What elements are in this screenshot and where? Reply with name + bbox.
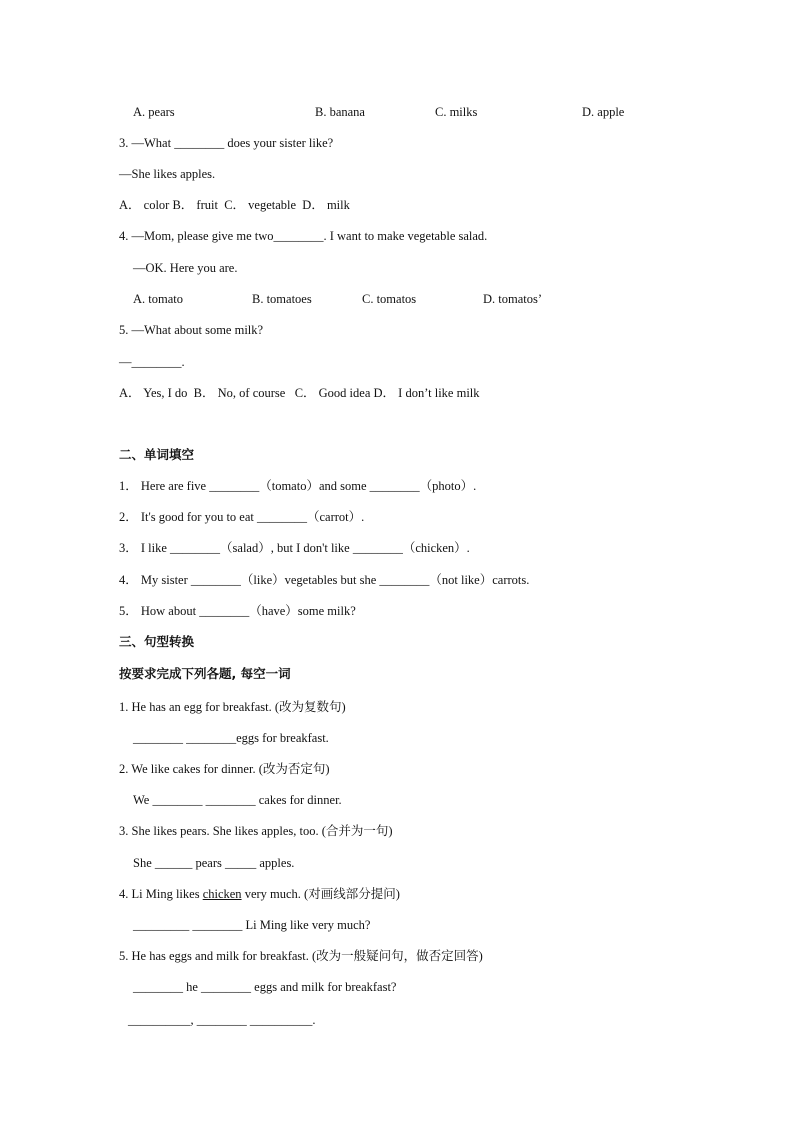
s3-q3-blank: She ______ pears _____ apples. (133, 856, 295, 870)
s3-q4-stem-pre: 4. Li Ming likes (119, 887, 203, 901)
s3-q5-blank-1: ________ he ________ eggs and milk for breakfast? (133, 980, 397, 994)
q5-answer: —________. (119, 355, 185, 369)
section3-heading: 三、句型转换 (119, 634, 195, 649)
q4-option-b: B. tomatoes (252, 292, 312, 306)
s3-q2-stem: 2. We like cakes for dinner. (改为否定句) (119, 762, 330, 776)
q2-option-b: B. banana (315, 105, 365, 119)
s3-q1-blank: ________ ________eggs for breakfast. (133, 731, 329, 745)
s3-q4-blank: _________ ________ Li Ming like very much? (133, 918, 371, 932)
q2-option-c: C. milks (435, 105, 478, 119)
q2-option-a: A. pears (133, 105, 175, 119)
section2-item-3: 3． I like ________（salad）, but I don't like ________（chicken）. (119, 541, 470, 555)
s3-q5-blank-2: __________, ________ __________. (128, 1013, 316, 1027)
s3-q2-blank: We ________ ________ cakes for dinner. (133, 793, 342, 807)
section2-item-5: 5． How about ________（have）some milk? (119, 604, 356, 618)
q5-stem: 5. —What about some milk? (119, 323, 264, 337)
section2-item-1: 1． Here are five ________（tomato）and some ________（photo）. (119, 479, 477, 493)
q4-option-a: A. tomato (133, 292, 183, 306)
s3-q5-stem: 5. He has eggs and milk for breakfast. (改为一般疑问句，做否定回答) (119, 949, 483, 963)
section2-item-4: 4． My sister ________（like）vegetables but she ________（not like）carrots. (119, 573, 530, 587)
s3-q4-stem-post: very much. (对画线部分提问) (241, 887, 400, 901)
section2-heading: 二、单词填空 (119, 447, 195, 462)
q4-stem: 4. —Mom, please give me two________. I want to make vegetable salad. (119, 229, 488, 243)
q4-answer: —OK. Here you are. (133, 261, 238, 275)
q3-stem: 3. —What ________ does your sister like? (119, 136, 334, 150)
q3-options: A． color B． fruit C． vegetable D． milk (119, 198, 350, 212)
q2-option-d: D. apple (582, 105, 625, 119)
section2-item-2: 2． It's good for you to eat ________（carrot）. (119, 510, 365, 524)
s3-q3-stem: 3. She likes pears. She likes apples, too. (合并为一句) (119, 824, 393, 838)
s3-q4-stem (119, 886, 400, 902)
section3-instruction: 按要求完成下列各题, 每空一词 (119, 666, 291, 681)
q3-answer: —She likes apples. (119, 167, 216, 181)
q4-option-c: C. tomatos (362, 292, 417, 306)
s3-q1-stem: 1. He has an egg for breakfast. (改为复数句) (119, 700, 346, 714)
q5-options: A． Yes, I do B． No, of course C． Good idea D． I don’t like milk (119, 386, 480, 400)
q4-option-d: D. tomatos’ (483, 292, 543, 306)
s3-q4-underlined-word: chicken (202, 887, 242, 901)
